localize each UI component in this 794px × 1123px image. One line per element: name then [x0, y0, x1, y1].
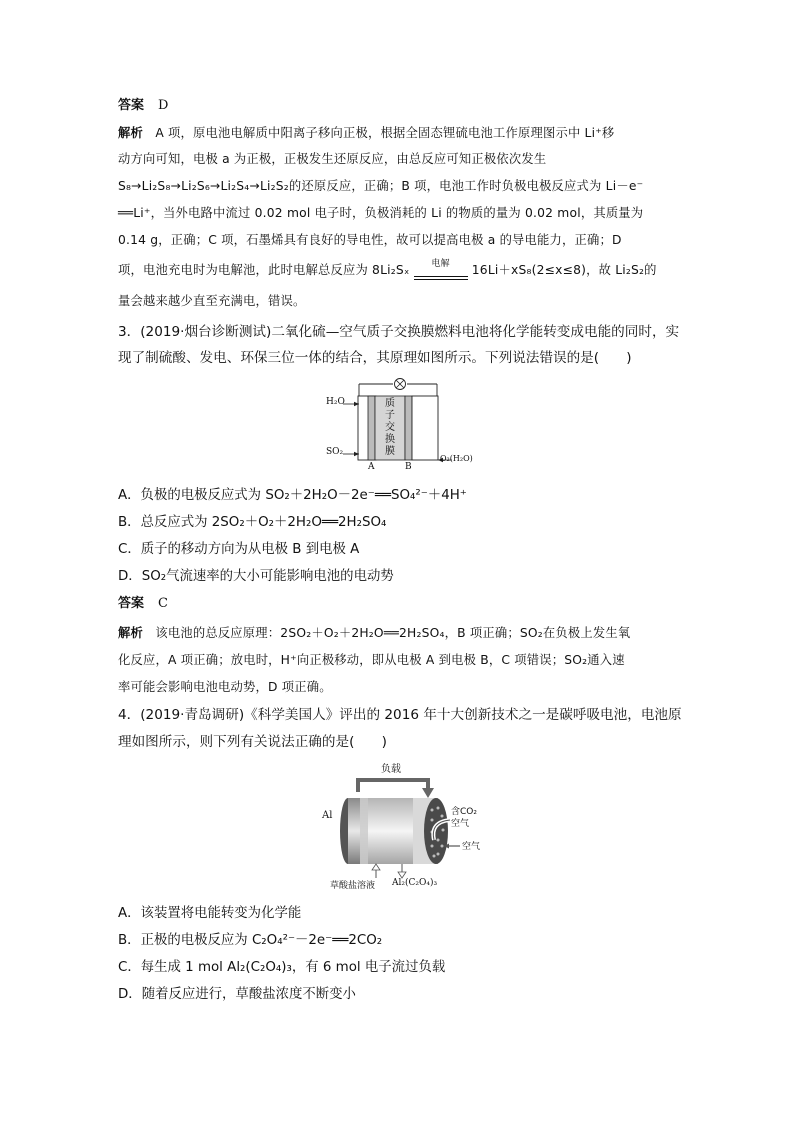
- prev-analysis-line-1: [118, 123, 678, 143]
- q3-analysis-line-2: 化反应，A 项正确；放电时，H⁺向正极移动，即从电极 A 到电极 B，C 项错误；SO₂通入速: [118, 653, 625, 667]
- q3-option-d: D．SO₂气流速率的大小可能影响电池的电动势: [118, 569, 394, 584]
- q4-option-d: D．随着反应进行，草酸盐浓度不断变小: [118, 987, 356, 1002]
- product-label: Al₂(C₂O₄)₃: [392, 878, 438, 888]
- q4-stem-line-2: 理如图所示，则下列有关说法正确的是( ): [118, 734, 387, 750]
- prev-analysis-line-6: [118, 260, 678, 280]
- answer-value: D: [158, 98, 169, 113]
- electrolysis-arrow: [414, 259, 468, 280]
- left-bottom-label: SO₂: [326, 447, 344, 457]
- q4-option-b: B．正极的电极反应为 C₂O₄²⁻－2e⁻══2CO₂: [118, 933, 383, 948]
- q4-option-a: A．该装置将电能转变为化学能: [118, 906, 302, 921]
- al-label: Al: [322, 810, 333, 821]
- q3-option-c: C．质子的移动方向为从电极 B 到电极 A: [118, 542, 360, 557]
- prev-analysis-line-4: ══Li⁺，当外电路中流过 0.02 mol 电子时，负极消耗的 Li 的物质的量为 0.02 mol，其质量为: [118, 206, 644, 220]
- oxalate-label: 草酸盐溶液: [330, 881, 376, 891]
- prev-analysis-line-2: 动方向可知，电极 a 为正极，正极发生还原反应，由总反应可知正极依次发生: [118, 152, 547, 166]
- prev-analysis-line-3: S₈→Li₂S₈→Li₂S₆→Li₂S₄→Li₂S₂的还原反应，正确；B 项，电池工作时负极电极反应式为 Li－e⁻: [118, 179, 644, 193]
- condition-label: 电解: [431, 259, 450, 269]
- load-label: 负载: [381, 764, 401, 775]
- answer-label: 答案: [118, 596, 145, 611]
- q3-stem-line-1: 3．(2019·烟台诊断测试)二氧化硫—空气质子交换膜燃料电池将化学能转变成电能的同时，实: [118, 324, 680, 340]
- co2-air-label-1: 含CO₂: [451, 807, 477, 817]
- analysis-text: 16Li＋xS₈(2≤x≤8)，故 Li₂S₂的: [471, 263, 657, 277]
- analysis-text: 项，电池充电时为电解池，此时电解总反应为 8Li₂Sₓ: [118, 263, 410, 277]
- prev-answer-line: [118, 96, 678, 116]
- right-bottom-label: O₂(H₂O): [440, 454, 473, 463]
- q3-stem-line-2: 现了制硫酸、发电、环保三位一体的结合，其原理如图所示。下列说法错误的是( ): [118, 350, 632, 366]
- prev-analysis-line-7: 量会越来越少直至充满电，错误。: [118, 294, 306, 308]
- answer-value: C: [158, 596, 168, 611]
- electrode-b: [405, 396, 412, 460]
- analysis-label: 解析: [118, 126, 143, 140]
- left-top-label: H₂O: [326, 397, 345, 407]
- q3-answer-line: [118, 594, 678, 614]
- prev-analysis-line-5: 0.14 g，正确；C 项，石墨烯具有良好的导电性，故可以提高电极 a 的导电能力，正确；D: [118, 233, 622, 247]
- electrode-a-label: A: [368, 462, 375, 472]
- electrode-b-label: B: [405, 462, 412, 472]
- q3-option-b: B．总反应式为 2SO₂＋O₂＋2H₂O══2H₂SO₄: [118, 515, 387, 530]
- q4-stem-line-1: 4．(2019·青岛调研)《科学美国人》评出的 2016 年十大创新技术之一是碳呼吸电池，电池原: [118, 707, 682, 723]
- q3-analysis-line-1: [118, 623, 678, 643]
- q4-option-c: C．每生成 1 mol Al₂(C₂O₄)₃，有 6 mol 电子流过负载: [118, 960, 446, 975]
- analysis-label: 解析: [118, 626, 143, 640]
- co2-air-label-2: 空气: [451, 819, 470, 829]
- q3-option-a: A．负极的电极反应式为 SO₂＋2H₂O－2e⁻══SO₄²⁻＋4H⁺: [118, 488, 467, 503]
- q4-battery-diagram: [318, 760, 488, 890]
- q3-analysis-line-3: 率可能会影响电池电动势，D 项正确。: [118, 680, 332, 694]
- analysis-text: 该电池的总反应原理：2SO₂＋O₂＋2H₂O══2H₂SO₄，B 项正确；SO₂在负极上发生氧: [155, 626, 631, 640]
- electrode-a: [368, 396, 375, 460]
- answer-label: 答案: [118, 98, 145, 113]
- analysis-text: A 项，原电池电解质中阳离子移向正极，根据全固态锂硫电池工作原理图示中 Li⁺移: [155, 126, 615, 140]
- q3-fuel-cell-diagram: [326, 376, 476, 476]
- air-label: 空气: [462, 842, 481, 852]
- membrane-label: 质 子 交 换 膜: [385, 398, 395, 457]
